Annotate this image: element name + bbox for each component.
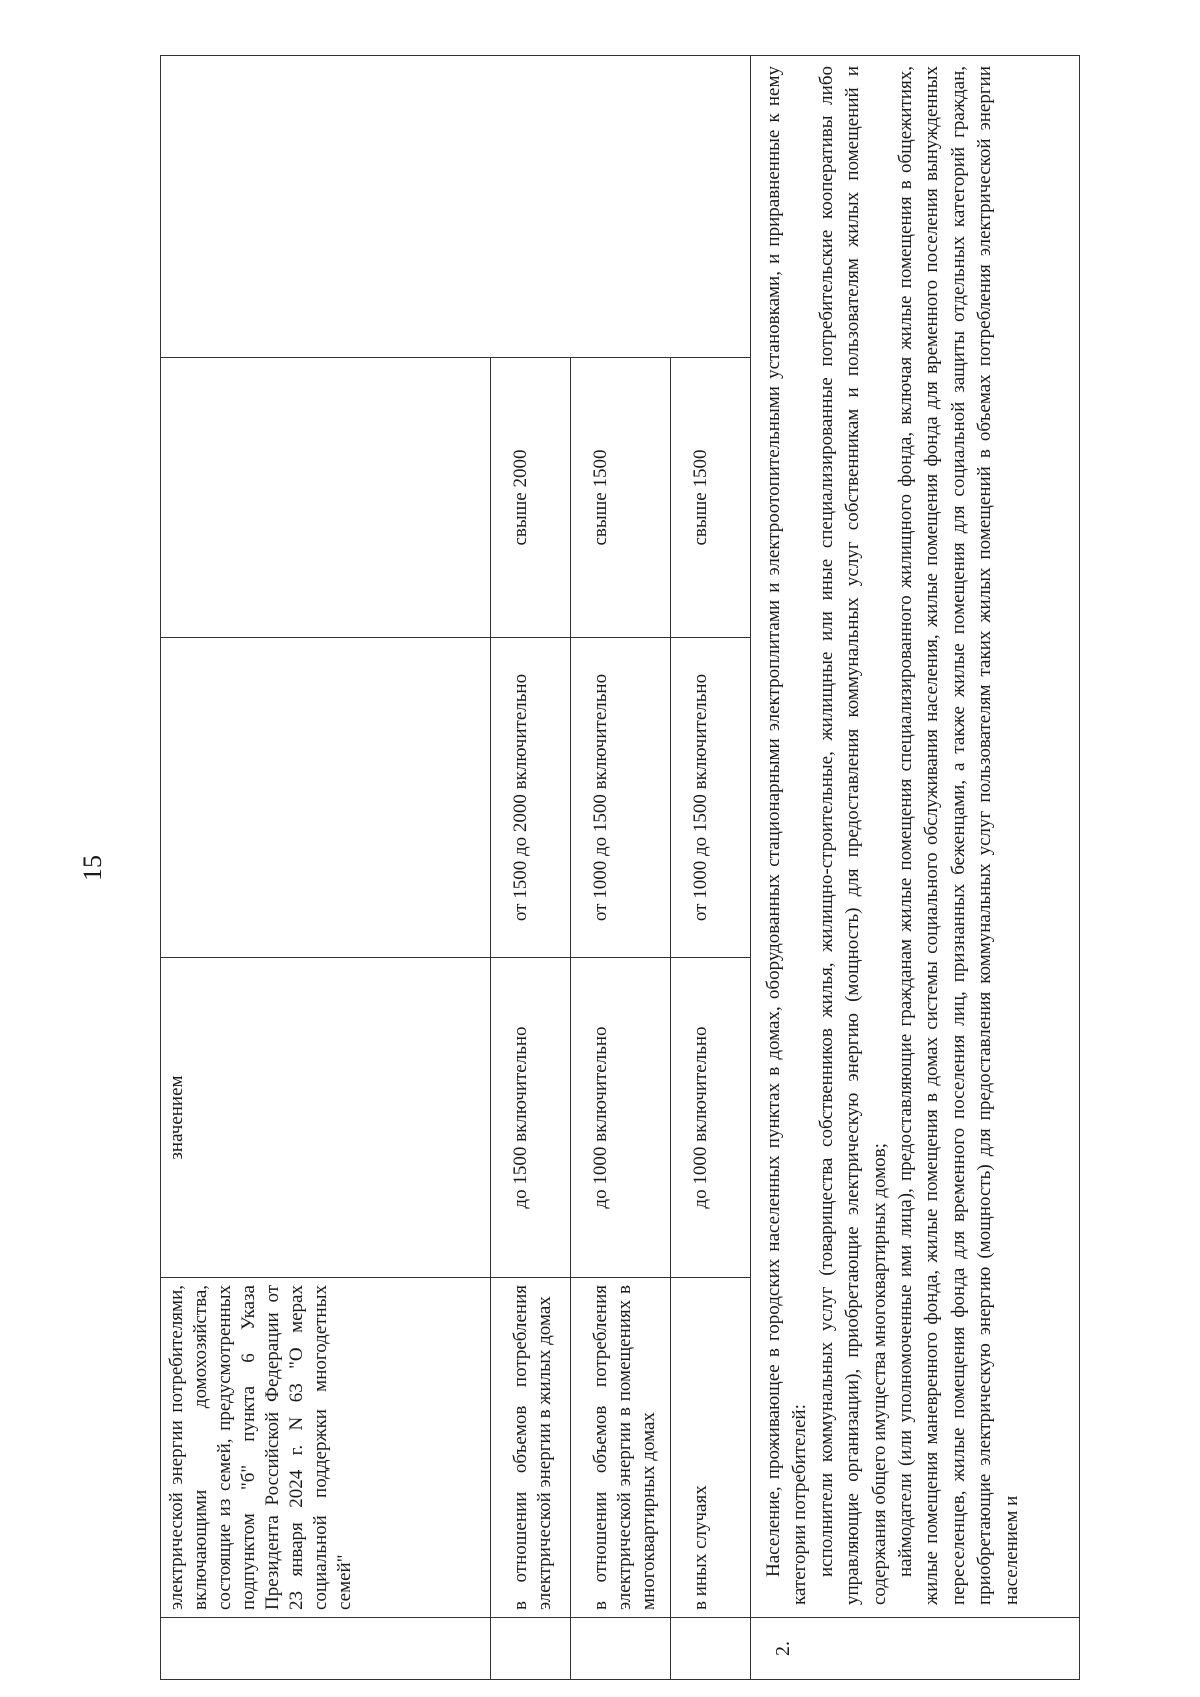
range-cell: свыше 1500 bbox=[671, 358, 751, 638]
row-label: в отношении объемов потребления электрической энергии в жилых домах bbox=[491, 1278, 571, 1618]
section-paragraph: исполнители коммунальных услуг (товарищества собственников жилья, жилищно-строительные, жилищные или иные специализированные потребительские кооперативы либо управляющие организации), приобретающие электрическую энергию (мощность) для предоставления коммунальных услуг собственникам и пользователям жилых помещений и содержания общего имущества многоквартирных домов; bbox=[815, 66, 890, 1605]
blank-column-cell bbox=[161, 56, 751, 358]
section-paragraph: Население, проживающее в городских населенных пунктах в домах, оборудованных стационарными электроплитами и электроотопительными установками, и приравненные к нему категории потребителей: bbox=[763, 66, 811, 1605]
continuation-empty-cell bbox=[161, 358, 491, 638]
range-cell: от 1500 до 2000 включительно bbox=[491, 638, 571, 958]
table-row-section-2 bbox=[751, 56, 1080, 1680]
section-paragraph: наймодатели (или уполномоченные ими лица), предоставляющие гражданам жилые помещения специализированного жилищного фонда, включая жилые помещения в общежитиях, жилые помещения маневренного фонда, жилые помещения в домах системы социального обслуживания населения, жилые помещения фонда для временного поселения вынужденных переселенцев, жилые помещения фонда для временного поселения лиц, признанных беженцами, а также жилые помещения для социальной защиты отдельных категорий граждан, приобретающие электрическую энергию (мощность) для предоставления коммунальных услуг пользователям таких жилых помещений в объемах потребления электрической энергии населением и bbox=[895, 66, 1022, 1605]
continuation-empty-cell bbox=[161, 638, 491, 958]
rotated-page-content bbox=[160, 55, 1080, 1680]
section-2-text bbox=[751, 56, 1080, 1618]
row-label: в отношении объемов потребления электрической энергии в помещениях в многоквартирных домах bbox=[571, 1278, 671, 1618]
tariff-table bbox=[160, 55, 1080, 1680]
row-label: в иных случаях bbox=[671, 1278, 751, 1618]
range-cell: до 1500 включительно bbox=[491, 958, 571, 1278]
range-cell: от 1000 до 1500 включительно bbox=[571, 638, 671, 958]
section-number: 2. bbox=[751, 1618, 1080, 1680]
row-number-cell bbox=[161, 1618, 491, 1680]
range-cell: свыше 2000 bbox=[491, 358, 571, 638]
range-cell: свыше 1500 bbox=[571, 358, 671, 638]
range-cell: до 1000 включительно bbox=[571, 958, 671, 1278]
page-number: 15 bbox=[78, 855, 107, 881]
continuation-description: электрической энергии потребителями, включающими домохозяйства, состоящие из семей, предусмотренных подпунктом "б" пункта 6 Указа Президента Российской Федерации от 23 января 2024 г. N 63 "О мерах социальной поддержки многодетных семей" bbox=[161, 1278, 491, 1618]
row-number-cell bbox=[671, 1618, 751, 1680]
continuation-limit-cell: значением bbox=[161, 958, 491, 1278]
range-cell: от 1000 до 1500 включительно bbox=[671, 638, 751, 958]
row-number-cell bbox=[571, 1618, 671, 1680]
row-number-cell bbox=[491, 1618, 571, 1680]
range-cell: до 1000 включительно bbox=[671, 958, 751, 1278]
table-row-continuation bbox=[161, 56, 491, 1680]
